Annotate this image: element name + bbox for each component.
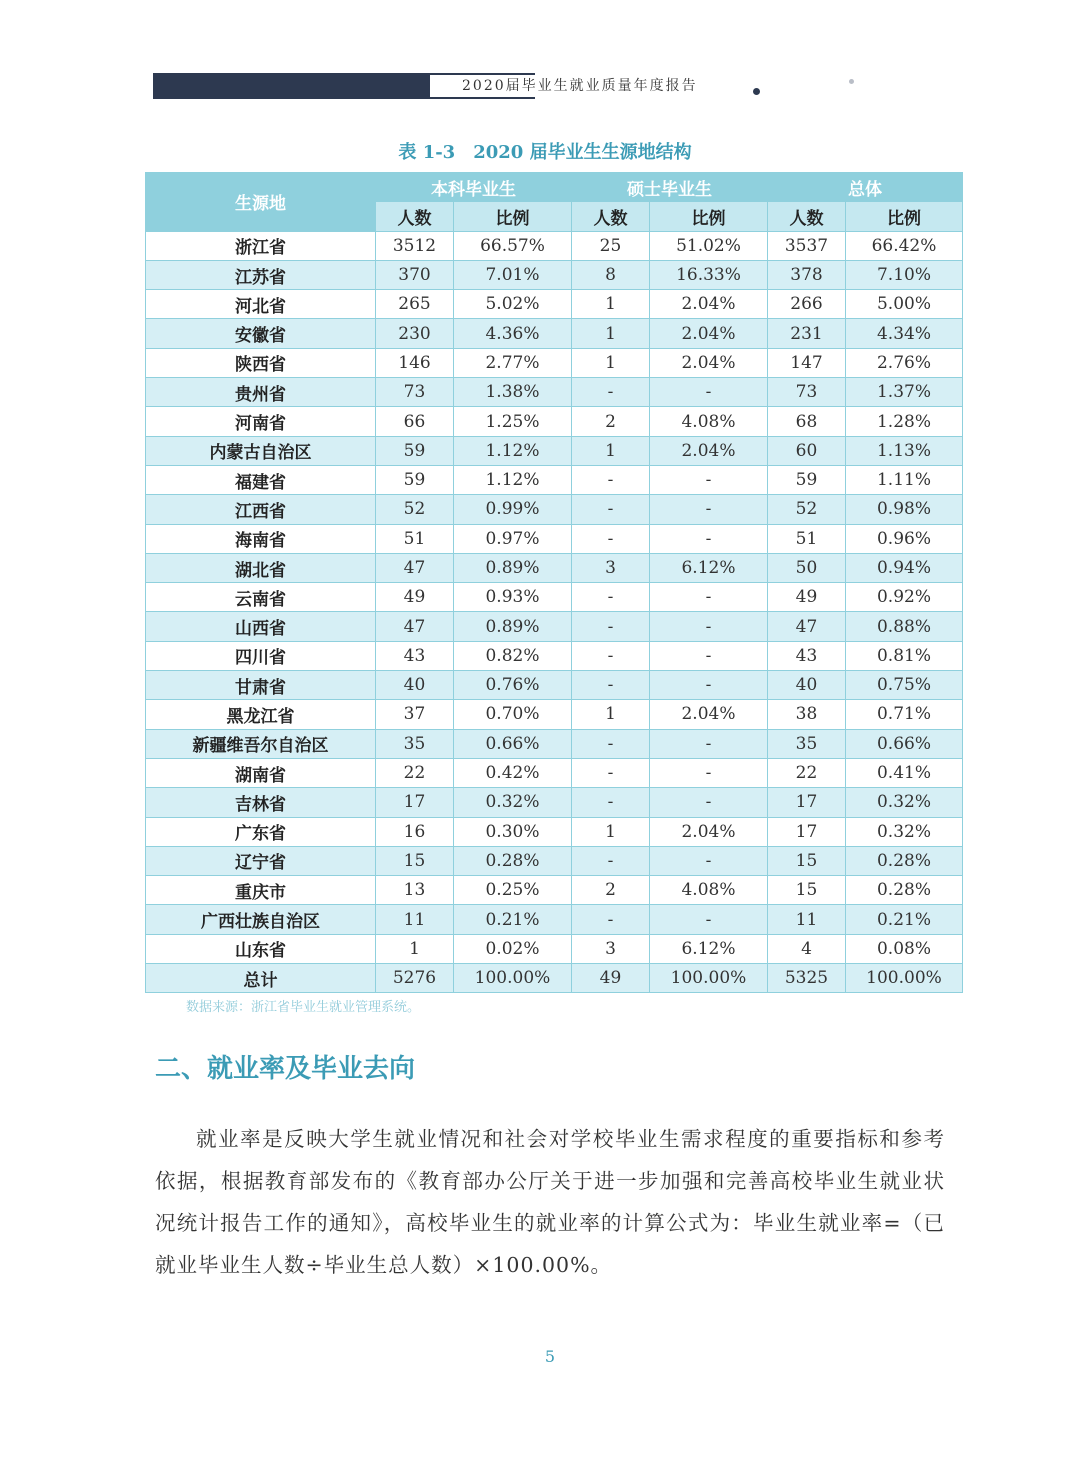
value-cell: - [572,612,650,641]
value-cell: 52 [376,495,454,524]
value-cell: 7.01% [454,260,572,289]
value-cell: - [650,729,768,758]
origin-cell: 黑龙江省 [146,700,376,729]
value-cell: 8 [572,260,650,289]
value-cell: 0.89% [454,612,572,641]
value-cell: 15 [376,846,454,875]
value-cell: 49 [376,583,454,612]
value-cell: - [572,905,650,934]
body-paragraph: 就业率是反映大学生就业情况和社会对学校毕业生需求程度的重要指标和参考依据，根据教育部发布的《教育部办公厅关于进一步加强和完善高校毕业生就业状况统计报告工作的通知》，高校毕业生的就业率的计算公式为：毕业生就业率=（已就业毕业生人数÷毕业生总人数）×100.00%。 [155,1127,945,1277]
value-cell: 52 [768,495,846,524]
value-cell: 0.70% [454,700,572,729]
value-cell: 66.42% [846,231,963,260]
value-cell: 5276 [376,964,454,993]
value-cell: 59 [768,465,846,494]
table-row [146,758,963,787]
value-cell: 1.38% [454,378,572,407]
origin-cell: 山东省 [146,934,376,963]
value-cell: 3 [572,934,650,963]
table-row [146,876,963,905]
value-cell: 6.12% [650,553,768,582]
header-group-undergrad: 本科毕业生 [376,173,572,202]
value-cell: 0.76% [454,671,572,700]
value-cell: 0.96% [846,524,963,553]
value-cell: 3 [572,553,650,582]
table-row [146,231,963,260]
value-cell: - [572,583,650,612]
origin-table [145,172,963,993]
origin-cell: 甘肃省 [146,671,376,700]
value-cell: 2.76% [846,348,963,377]
value-cell: 1 [572,817,650,846]
value-cell: 38 [768,700,846,729]
value-cell: 43 [768,641,846,670]
value-cell: 0.28% [846,876,963,905]
value-cell: 2.04% [650,290,768,319]
value-cell: 11 [376,905,454,934]
value-cell: 5.02% [454,290,572,319]
value-cell: 60 [768,436,846,465]
value-cell: 230 [376,319,454,348]
report-header-title: 2020届毕业生就业质量年度报告 [430,75,700,97]
value-cell: 0.93% [454,583,572,612]
value-cell: 5325 [768,964,846,993]
value-cell: 1.37% [846,378,963,407]
value-cell: 0.82% [454,641,572,670]
value-cell: 59 [376,465,454,494]
origin-cell: 湖南省 [146,758,376,787]
value-cell: 1.12% [454,465,572,494]
value-cell: 47 [376,612,454,641]
value-cell: 0.97% [454,524,572,553]
value-cell: 16.33% [650,260,768,289]
value-cell: 4.36% [454,319,572,348]
header-count: 人数 [768,202,846,231]
origin-cell: 河南省 [146,407,376,436]
table-row [146,934,963,963]
value-cell: 49 [572,964,650,993]
value-cell: 0.32% [454,788,572,817]
value-cell: 73 [376,378,454,407]
value-cell: - [650,583,768,612]
value-cell: - [650,524,768,553]
value-cell: 2.77% [454,348,572,377]
value-cell: 0.30% [454,817,572,846]
value-cell: 0.71% [846,700,963,729]
origin-cell: 云南省 [146,583,376,612]
header-origin: 生源地 [146,173,376,232]
header-count: 人数 [376,202,454,231]
value-cell: - [572,378,650,407]
origin-cell: 安徽省 [146,319,376,348]
value-cell: 22 [768,758,846,787]
value-cell: - [650,641,768,670]
value-cell: 146 [376,348,454,377]
origin-cell: 四川省 [146,641,376,670]
decor-dot-small [849,79,854,84]
value-cell: - [650,495,768,524]
value-cell: 4.08% [650,407,768,436]
value-cell: 2.04% [650,436,768,465]
value-cell: 1.12% [454,436,572,465]
value-cell: 231 [768,319,846,348]
value-cell: 16 [376,817,454,846]
value-cell: 0.66% [846,729,963,758]
value-cell: 0.66% [454,729,572,758]
value-cell: - [650,378,768,407]
value-cell: 0.89% [454,553,572,582]
table-row [146,671,963,700]
value-cell: - [572,524,650,553]
value-cell: 0.21% [454,905,572,934]
value-cell: 0.28% [846,846,963,875]
origin-cell: 浙江省 [146,231,376,260]
origin-cell: 河北省 [146,290,376,319]
value-cell: 73 [768,378,846,407]
table-row [146,817,963,846]
value-cell: 68 [768,407,846,436]
value-cell: 100.00% [454,964,572,993]
value-cell: 51 [376,524,454,553]
table-row [146,846,963,875]
table-row [146,378,963,407]
value-cell: - [650,758,768,787]
value-cell: 66.57% [454,231,572,260]
value-cell: 17 [768,817,846,846]
value-cell: 66 [376,407,454,436]
header-group-master: 硕士毕业生 [572,173,768,202]
value-cell: 3537 [768,231,846,260]
header-ratio: 比例 [454,202,572,231]
value-cell: 1 [572,319,650,348]
header-ratio: 比例 [650,202,768,231]
value-cell: 47 [376,553,454,582]
origin-cell: 贵州省 [146,378,376,407]
value-cell: 1.25% [454,407,572,436]
value-cell: - [572,758,650,787]
value-cell: - [650,846,768,875]
value-cell: 0.21% [846,905,963,934]
page-number: 5 [544,1347,556,1366]
value-cell: - [650,612,768,641]
value-cell: 0.92% [846,583,963,612]
section-title: 二、就业率及毕业去向 [155,1054,416,1084]
value-cell: 2.04% [650,348,768,377]
value-cell: 0.75% [846,671,963,700]
origin-cell: 湖北省 [146,553,376,582]
value-cell: 0.32% [846,817,963,846]
value-cell: 3512 [376,231,454,260]
value-cell: - [650,905,768,934]
table-row [146,729,963,758]
value-cell: 0.32% [846,788,963,817]
value-cell: 1 [572,700,650,729]
value-cell: 1.28% [846,407,963,436]
origin-cell: 内蒙古自治区 [146,436,376,465]
value-cell: 25 [572,231,650,260]
value-cell: 1 [572,348,650,377]
value-cell: - [572,465,650,494]
value-cell: 378 [768,260,846,289]
table-row [146,583,963,612]
table-row [146,641,963,670]
value-cell: 35 [376,729,454,758]
header-group-total: 总体 [768,173,963,202]
data-source-note: 数据来源：浙江省毕业生就业管理系统。 [186,1000,421,1015]
value-cell: 265 [376,290,454,319]
table-total-row [146,964,963,993]
value-cell: - [650,788,768,817]
value-cell: 2 [572,407,650,436]
value-cell: 7.10% [846,260,963,289]
table-row [146,905,963,934]
value-cell: 2.04% [650,700,768,729]
origin-cell: 辽宁省 [146,846,376,875]
table-title: 表 1-3 2020 届毕业生生源地结构 [398,142,692,163]
value-cell: 1 [572,436,650,465]
value-cell: 47 [768,612,846,641]
value-cell: 0.88% [846,612,963,641]
header-ratio: 比例 [846,202,963,231]
table-row [146,407,963,436]
origin-cell: 广东省 [146,817,376,846]
value-cell: 1 [572,290,650,319]
value-cell: - [572,788,650,817]
value-cell: 59 [376,436,454,465]
value-cell: 370 [376,260,454,289]
value-cell: 40 [768,671,846,700]
value-cell: 5.00% [846,290,963,319]
table-row [146,612,963,641]
value-cell: 2.04% [650,319,768,348]
value-cell: 43 [376,641,454,670]
value-cell: 1 [376,934,454,963]
value-cell: 13 [376,876,454,905]
value-cell: 0.28% [454,846,572,875]
origin-cell: 江西省 [146,495,376,524]
value-cell: 0.02% [454,934,572,963]
table-row [146,436,963,465]
header-count: 人数 [572,202,650,231]
value-cell: 15 [768,876,846,905]
table-row [146,700,963,729]
value-cell: 4.08% [650,876,768,905]
value-cell: 2 [572,876,650,905]
table-body [146,231,963,993]
value-cell: - [572,671,650,700]
value-cell: 6.12% [650,934,768,963]
value-cell: 51.02% [650,231,768,260]
origin-cell: 广西壮族自治区 [146,905,376,934]
origin-cell: 吉林省 [146,788,376,817]
value-cell: 4 [768,934,846,963]
decor-dot [753,88,760,95]
value-cell: - [572,846,650,875]
value-cell: 0.25% [454,876,572,905]
value-cell: 0.81% [846,641,963,670]
value-cell: 40 [376,671,454,700]
origin-cell: 海南省 [146,524,376,553]
value-cell: 1.11% [846,465,963,494]
origin-cell: 新疆维吾尔自治区 [146,729,376,758]
value-cell: 0.99% [454,495,572,524]
value-cell: 0.94% [846,553,963,582]
value-cell: - [650,671,768,700]
value-cell: 50 [768,553,846,582]
origin-cell: 福建省 [146,465,376,494]
value-cell: - [650,465,768,494]
origin-cell: 江苏省 [146,260,376,289]
table-row [146,553,963,582]
value-cell: - [572,495,650,524]
value-cell: 0.98% [846,495,963,524]
value-cell: 4.34% [846,319,963,348]
origin-cell: 山西省 [146,612,376,641]
origin-cell: 陕西省 [146,348,376,377]
value-cell: 266 [768,290,846,319]
value-cell: 100.00% [846,964,963,993]
value-cell: 2.04% [650,817,768,846]
value-cell: 17 [376,788,454,817]
table-row [146,524,963,553]
value-cell: 15 [768,846,846,875]
value-cell: - [572,641,650,670]
table-row [146,290,963,319]
value-cell: 0.42% [454,758,572,787]
table-row [146,348,963,377]
value-cell: 37 [376,700,454,729]
value-cell: 1.13% [846,436,963,465]
value-cell: 49 [768,583,846,612]
origin-cell: 重庆市 [146,876,376,905]
value-cell: 0.08% [846,934,963,963]
table-row [146,465,963,494]
value-cell: 17 [768,788,846,817]
value-cell: - [572,729,650,758]
table-row [146,260,963,289]
value-cell: 22 [376,758,454,787]
value-cell: 51 [768,524,846,553]
table-row [146,319,963,348]
value-cell: 100.00% [650,964,768,993]
value-cell: 35 [768,729,846,758]
table-row [146,495,963,524]
value-cell: 11 [768,905,846,934]
value-cell: 0.41% [846,758,963,787]
origin-cell: 总计 [146,964,376,993]
value-cell: 147 [768,348,846,377]
table-row [146,788,963,817]
